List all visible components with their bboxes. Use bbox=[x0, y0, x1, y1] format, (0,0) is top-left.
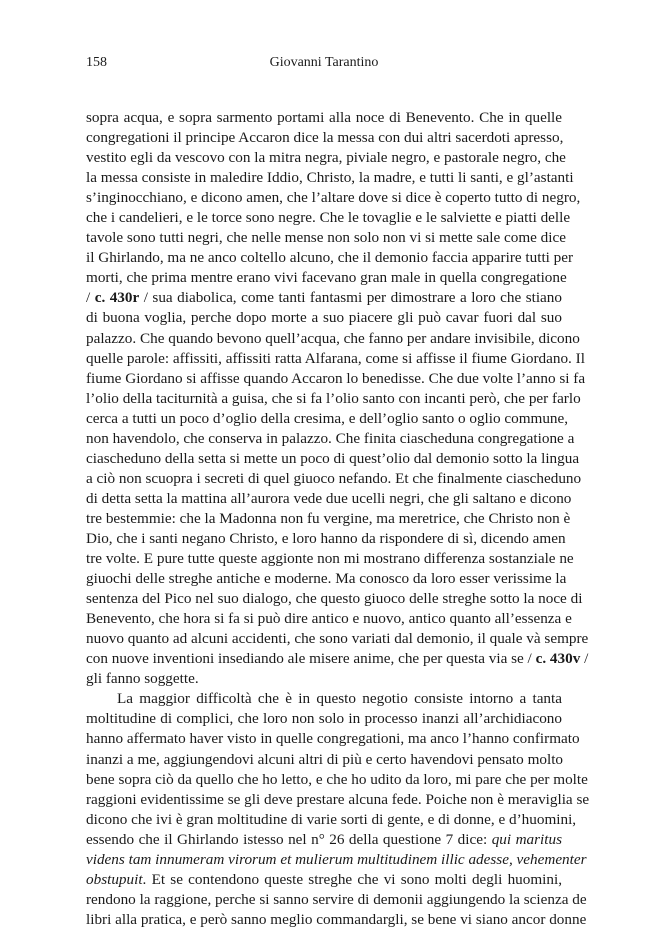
page-number: 158 bbox=[86, 55, 107, 70]
text-line bbox=[86, 449, 580, 469]
text-run: a ciò non scuopra i secreti di quel giuoco nefando. Et che finalmente ciascheduno bbox=[86, 469, 582, 487]
text-run: congregationi il principe Accaron dice la messa con dui altri sacerdoti apresso, bbox=[86, 129, 564, 147]
text-line bbox=[86, 489, 572, 509]
text-line bbox=[86, 248, 574, 268]
text-run: tavole sono tutti negri, che nelle mense non solo non vi si mette sale come dice bbox=[86, 229, 566, 247]
text-run: raggioni evidentissime se gli deve prestare alcuna fede. Poiche non è meraviglia se bbox=[86, 790, 590, 808]
text-line bbox=[86, 228, 566, 248]
text-line bbox=[86, 108, 562, 128]
text-line bbox=[86, 509, 571, 529]
text-run: l’olio della taciturnità a guisa, che si fa l’olio santo con incanti però, che per farlo bbox=[86, 389, 581, 407]
text-run: cerca a tutti un poco d’oglio della cresima, e dell’oglio santo o oglio commune, bbox=[86, 409, 569, 427]
text-run: essendo che il Ghirlando istesso nel n° 26 della questione 7 dice: bbox=[86, 830, 492, 848]
text-line bbox=[86, 168, 574, 188]
text-line bbox=[86, 268, 567, 288]
text-line bbox=[86, 669, 562, 689]
text-run: la messa consiste in maledire Iddio, Christo, la madre, e tutti li santi, e gl’astanti bbox=[86, 169, 574, 187]
text-run: s’inginocchiano, e dicono amen, che l’altare dove si dice è coperto tutto di negro, bbox=[86, 189, 581, 207]
text-line bbox=[86, 890, 587, 910]
text-run: / sua diabolica, come tanti fantasmi per dimostrare a loro che stiano bbox=[139, 289, 562, 307]
text-run: / bbox=[580, 650, 589, 668]
text-line bbox=[86, 649, 589, 669]
text-run: / bbox=[86, 289, 95, 307]
text-line bbox=[86, 409, 569, 429]
text-line bbox=[86, 469, 582, 489]
text-line bbox=[86, 830, 562, 850]
text-line bbox=[86, 770, 588, 790]
text-run: tre bestemmie: che la Madonna non fu vergine, ma meretrice, che Christo non è bbox=[86, 509, 571, 527]
text-line bbox=[86, 910, 587, 930]
text-run: Dio, che i santi negano Christo, e loro hanno da rispondere di sì, dicendo amen bbox=[86, 529, 566, 547]
text-line bbox=[86, 609, 572, 629]
text-run: vestito egli da vescovo con la mitra negra, piviale negro, e pastorale negro, che bbox=[86, 149, 566, 167]
latin-quote: qui maritus bbox=[491, 830, 562, 848]
body-text bbox=[86, 108, 590, 930]
text-run: nuovo quanto ad alcuni accidenti, che sono variati dal demonio, il quale và sempre bbox=[86, 630, 589, 648]
text-run: con nuove inventioni insediando ale misere anime, che per questa via se / bbox=[86, 650, 536, 668]
text-line bbox=[86, 810, 577, 830]
text-run: quelle parole: affissiti, affissiti ratta Alfarana, come si affisse il fiume Giordano. Il bbox=[86, 349, 585, 367]
text-line bbox=[86, 148, 566, 168]
text-line bbox=[86, 349, 585, 369]
text-run: giuochi delle streghe antiche e moderne. Ma conosco da loro esser verissime la bbox=[86, 570, 567, 588]
text-run: moltitudine di complici, che loro non solo in processo inanzi all’archidiacono bbox=[86, 710, 562, 728]
text-run: tre volte. E pure tutte queste aggionte non mi mostrano differenza sostanziale ne bbox=[86, 550, 574, 568]
text-run: bene sopra ciò da quello che ho letto, e che ho udito da loro, mi pare che per molte bbox=[86, 770, 588, 788]
text-run: sentenza del Pico nel suo dialogo, che questo giuoco delle streghe sotto la noce di bbox=[86, 590, 583, 608]
text-line bbox=[86, 188, 581, 208]
text-run: non havendolo, che conserva in palazzo. Che finita ciascheduna congregatione a bbox=[86, 429, 575, 447]
text-run: libri alla pratica, e però sanno meglio commandargli, se bene vi siano ancor donne bbox=[86, 910, 587, 928]
text-line bbox=[86, 429, 575, 449]
text-run: il Ghirlando, ma ne anco coltello alcuno, che il demonio faccia apparire tutti per bbox=[86, 249, 574, 267]
text-line bbox=[86, 750, 562, 770]
text-run: palazzo. Che quando bevono quell’acqua, che fanno per andare invisibile, dicono bbox=[86, 329, 580, 347]
text-run: morti, che prima mentre erano vivi facevano gran male in quella congregatione bbox=[86, 269, 567, 287]
text-line bbox=[86, 288, 562, 308]
text-line bbox=[86, 529, 566, 549]
text-run: rendono la raggione, perche si sanno servire di demonii aggiungendo la scienza de bbox=[86, 890, 587, 908]
text-line bbox=[86, 850, 587, 870]
text-run: Benevento, che hora si fa si può dire antico e nuovo, antico quanto all’essenza e bbox=[86, 610, 572, 628]
latin-quote: obstupuit bbox=[86, 870, 143, 888]
running-head: Giovanni Tarantino bbox=[269, 55, 379, 70]
text-run: di detta setta la mattina all’aurora vede due ucelli negri, che gli saltano e dicono bbox=[86, 489, 572, 507]
text-run: sopra acqua, e sopra sarmento portami alla noce di Benevento. Che in quelle bbox=[86, 109, 562, 126]
text-run: dicono che ivi è gran moltitudine di varie sorti di gente, e di donne, e d’huomini, bbox=[86, 810, 577, 828]
text-run: La maggior difficoltà che è in questo negotio consiste intorno a tanta bbox=[117, 690, 562, 708]
text-line bbox=[86, 629, 589, 649]
text-line bbox=[86, 709, 562, 729]
latin-quote: videns tam innumeram virorum et mulierum multitudinem illic adesse, vehementer bbox=[86, 850, 587, 868]
text-run: inanzi a me, aggiungendovi alcuni altri di più e certo havendovi pensato molto bbox=[86, 750, 564, 768]
text-run: di buona voglia, perche dopo morte a suo piacere gli può cavar fuori dal suo bbox=[86, 309, 562, 327]
page-header bbox=[86, 53, 562, 73]
text-line bbox=[86, 589, 583, 609]
text-line bbox=[86, 689, 562, 709]
text-run: fiume Giordano si affisse quando Accaron lo benedisse. Che due volte l’anno si fa bbox=[86, 369, 586, 387]
text-run: ciascheduno della setta si mette un poco di quest’olio dal demonio sotto la lingua bbox=[86, 449, 580, 467]
folio-marker: c. 430v bbox=[535, 650, 581, 668]
text-line bbox=[86, 790, 590, 810]
text-run: gli fanno soggette. bbox=[86, 670, 199, 688]
text-line bbox=[86, 329, 580, 349]
text-run: che i candelieri, e le torce sono negre. Che le tovaglie e le salviette e piatti delle bbox=[86, 209, 571, 227]
folio-marker: c. 430r bbox=[94, 289, 140, 307]
text-line bbox=[86, 389, 581, 409]
text-run: hanno affermato haver visto in quelle congregationi, ma anco l’hanno confirmato bbox=[86, 730, 580, 748]
text-line bbox=[86, 308, 562, 328]
text-line bbox=[86, 870, 562, 890]
text-run: . Et se contendono queste streghe che vi sono molti degli huomini, bbox=[142, 870, 562, 888]
text-line bbox=[86, 208, 571, 228]
text-line bbox=[86, 729, 580, 749]
text-line bbox=[86, 569, 567, 589]
text-line bbox=[86, 549, 574, 569]
text-line bbox=[86, 128, 562, 148]
text-line bbox=[86, 369, 586, 389]
